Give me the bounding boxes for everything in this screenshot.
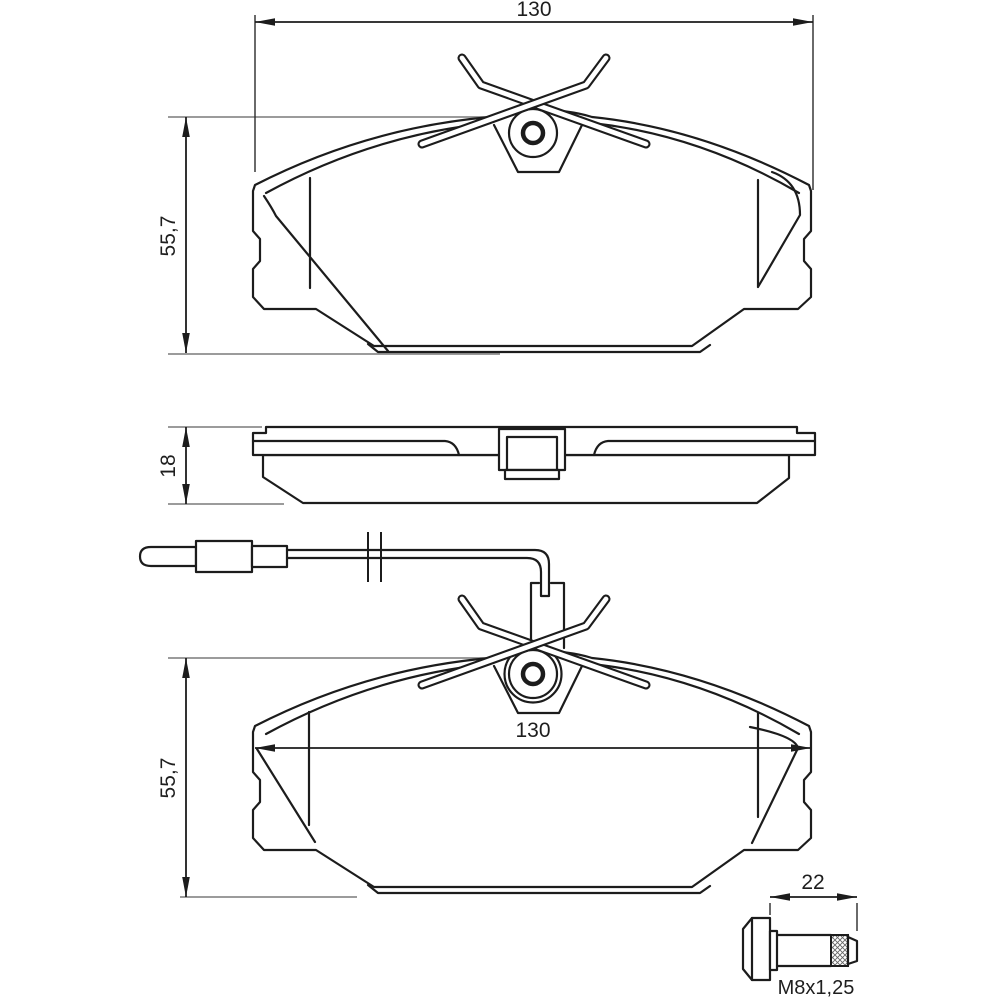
- bolt-thread-section: [831, 935, 848, 966]
- dimension-height-label: 55,7: [157, 215, 180, 257]
- dimension-thickness-label: 18: [157, 454, 180, 478]
- connector-sleeve: [252, 546, 287, 567]
- pad-front-view-with-sensor: [157, 550, 811, 897]
- bolt-shank: [777, 935, 831, 966]
- bolt-hex-head: [743, 918, 770, 980]
- bolt-flange: [770, 931, 777, 970]
- dimension-18: [157, 427, 186, 504]
- clip-side-view: [499, 429, 565, 479]
- bolt-tip: [848, 935, 857, 966]
- dimension-55-7-bottom: [157, 658, 186, 897]
- dimension-width-label: 130: [516, 0, 552, 21]
- sensor-wire: [287, 550, 549, 596]
- mounting-bolt: [743, 871, 857, 999]
- sensor-connector: [140, 541, 287, 572]
- thread-spec-label: M8x1,25: [777, 977, 855, 999]
- connector-body: [196, 541, 252, 572]
- dimension-width-label: 130: [515, 719, 551, 742]
- extension-lines-22: [770, 903, 857, 931]
- pad-front-view: [157, 0, 813, 354]
- connector-pin: [140, 547, 196, 566]
- dimension-130-top: [255, 0, 813, 22]
- dimension-22: [770, 871, 857, 897]
- dimension-length-label: 22: [801, 871, 825, 894]
- dimension-55-7-top: [157, 117, 186, 353]
- dimension-height-label: 55,7: [157, 757, 180, 799]
- pad-edge-view: [157, 427, 815, 504]
